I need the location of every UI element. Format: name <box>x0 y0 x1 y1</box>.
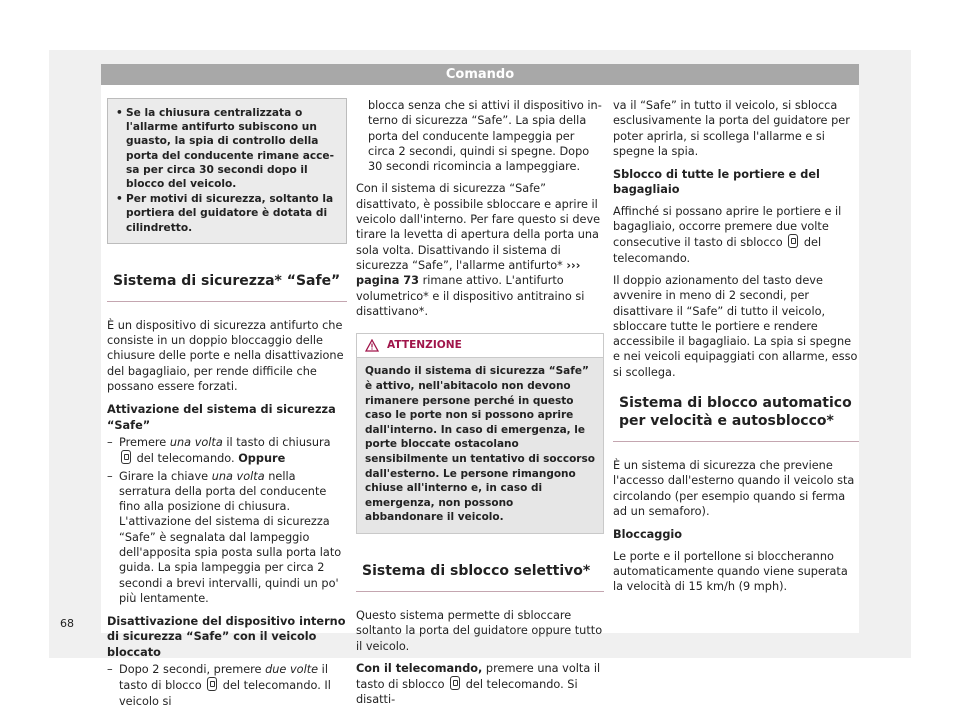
subheading-activation: Attivazione del sistema di sicurezza “Safe” <box>107 403 336 432</box>
dash-marker: – <box>107 469 113 483</box>
list-item: – Dopo 2 secondi, premere due volte il tasto di blocco del telecomando. Il veicolo si <box>107 663 331 708</box>
document-sheet <box>101 85 859 708</box>
column-left <box>107 85 347 711</box>
warning-header: ATTENZIONE <box>357 334 603 358</box>
unlock-key-icon <box>788 234 798 248</box>
paragraph: Affinché si possano aprire le portiere e il bagagliaio, occorre premere due volte consecutive il tasto di sblocco del telecomando. <box>613 204 842 265</box>
warning-triangle-icon <box>365 339 379 352</box>
page-header: Comando <box>101 64 859 85</box>
list-item: – Girare la chiave una volta nella serratura della porta del conducente fino alla posizione di chiusura. L'attivazione del sistema di sicurezza “Safe” è segnalata dal lampeggio dell'apposita spia posta sulla porta lato guida. La spia lampeggia per circa 2 secondi a brevi intervalli, quindi un po' più lentamente. <box>107 469 342 605</box>
column-middle <box>356 85 604 715</box>
paragraph: Questo sistema permette di sbloccare soltanto la porta del guidatore oppure tutto il veicolo. <box>356 608 603 653</box>
subheading-unlock-all: Sblocco di tutte le portiere e del bagagliaio <box>613 168 820 197</box>
section-title-safe: Sistema di sicurezza* “Safe” <box>107 272 347 302</box>
paragraph: Con il sistema di sicurezza “Safe” disattivato, è possibile sbloccare e aprire il veicolo dall'interno. Per fare questo si deve tirare la levetta di apertura della porta una sola volta. Disattivando il sistema di sicurezza “Safe”, l'allarme antifurto* ››› pagina 73 rimane attivo. L'antifurto volumetrico* e il dispositivo antitraino si disattivano*. <box>356 182 601 318</box>
dash-marker: – <box>107 663 113 677</box>
paragraph: Il doppio azionamento del tasto deve avvenire in meno di 2 secondi, per disattivare il “Safe” di tutto il veicolo, sbloccare tutte le portiere e rendere accessibile il bagagliaio. La spia si spegne e nei veicoli equipaggiati con allarme, esso si scollega. <box>613 273 858 379</box>
section-title-auto-lock: Sistema di blocco automatico per velocità e autosblocco* <box>613 394 859 442</box>
list-item: – Premere una volta il tasto di chiusura del telecomando. Oppure <box>107 435 331 466</box>
subheading-deactivation: Disattivazione del dispositivo interno di sicurezza “Safe” con il veicolo bloccato <box>107 615 346 659</box>
paragraph: È un sistema di sicurezza che previene l'accesso dall'esterno quando il veicolo sta circolando (per esempio quando si ferma ad un semaforo). <box>613 459 855 518</box>
note-item: • Per motivi di sicurezza, soltanto la portiera del guidatore è dotata di cilindretto. <box>116 193 334 234</box>
paragraph: Le porte e il portellone si bloccheranno automaticamente quando viene superata la velocità di 15 km/h (9 mph). <box>613 549 848 594</box>
unlock-key-icon <box>450 676 460 690</box>
paragraph: Con il telecomando, premere una volta il tasto di sblocco del telecomando. Si disatti- <box>356 661 601 707</box>
lock-key-icon <box>121 450 131 464</box>
bullet-icon: • <box>116 193 123 206</box>
column-right <box>613 85 859 601</box>
page-reference-link[interactable]: ››› pagina 73 <box>356 258 581 288</box>
warning-box <box>356 333 604 534</box>
page-number: 68 <box>60 617 74 630</box>
bullet-icon: • <box>116 107 123 119</box>
dash-marker: – <box>107 435 113 449</box>
section-title-selective-unlock: Sistema di sblocco selettivo* <box>356 562 604 592</box>
warning-text: Quando il sistema di sicurezza “Safe” è attivo, nell'abitacolo non devono rimanere persone perché in questo caso le porte non si possono aprire dall'interno. In caso di emergenza, le porte bloccate ostacolano sensibilmente un tentativo di soccorso dall'esterno. Le persone rimangono chiuse all'interno e, in caso di emergenza, non possono abbandonare il veicolo. <box>365 365 595 524</box>
lock-key-icon <box>207 677 217 691</box>
paragraph: È un dispositivo di sicurezza antifurto che consiste in un doppio bloccaggio delle chiusure delle porte e nella disattivazione del bagagliaio, per rende difficile che possano essere forzati. <box>107 318 344 394</box>
paragraph: va il “Safe” in tutto il veicolo, si sblocca esclusivamente la porta del guidatore per poter aprirla, si scollega l'allarme e si spegne la spia. <box>613 99 850 158</box>
subheading-lock: Bloccaggio <box>613 528 683 542</box>
note-item: • Se la chiusura centralizzata o l'allarme antifurto subiscono un guasto, la spia di controllo della porta del conducente rimane accesa per circa 30 secondi dopo il blocco del veicolo. <box>116 107 334 191</box>
note-box <box>107 98 347 244</box>
paragraph: blocca senza che si attivi il dispositivo interno di sicurezza “Safe”. La spia della porta del conducente lampeggia per circa 2 secondi, quindi si spegne. Dopo 30 secondi ricomincia a lampeggiare. <box>368 99 602 174</box>
